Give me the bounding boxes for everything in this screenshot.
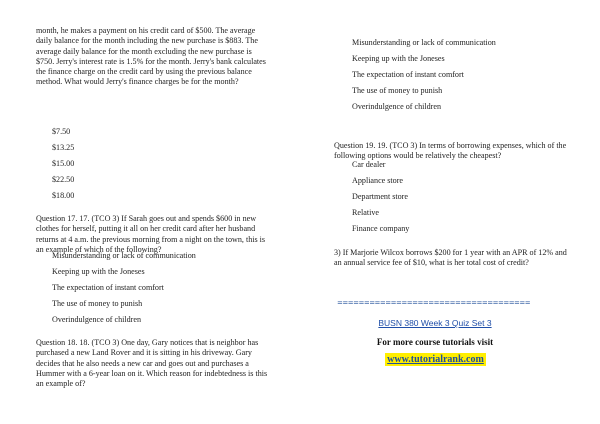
q19-option-4: Relative [352, 208, 379, 217]
q18-option-1: Misunderstanding or lack of communication [352, 38, 496, 47]
q16-option-3: $15.00 [52, 159, 75, 168]
q17-option-5: Overindulgence of children [52, 315, 141, 324]
q18-option-3: The expectation of instant comfort [352, 70, 464, 79]
question-19-text: Question 19. 19. (TCO 3) In terms of borrowing expenses, which of the following options would be relatively the cheapest? [334, 141, 567, 161]
q16-option-4: $22.50 [52, 175, 75, 184]
q16-option-2: $13.25 [52, 143, 75, 152]
separator-line: ==================================== [337, 299, 531, 307]
q16-option-1: $7.50 [52, 127, 71, 136]
q19-option-5: Finance company [352, 224, 410, 233]
q19-option-2: Appliance store [352, 176, 404, 185]
q16-option-5: $18.00 [52, 191, 75, 200]
question-18-text: Question 18. 18. (TCO 3) One day, Gary notices that is neighbor has purchased a new Land Rover and it is sitting in his driveway. Gary decides that he also needs a new car and goes out and purchases a Hummer with a 6-year loan on it. Which reason for indebtedness is this an example of? [36, 338, 268, 388]
question-20-text: 3) If Marjorie Wilcox borrows $200 for 1 year with an APR of 12% and an annual service fee of $10, what is her total cost of credit? [334, 248, 567, 268]
q18-option-4: The use of money to punish [352, 86, 443, 95]
q17-option-3: The expectation of instant comfort [52, 283, 164, 292]
q17-option-2: Keeping up with the Joneses [52, 267, 145, 276]
q19-option-3: Department store [352, 192, 408, 201]
q18-option-2: Keeping up with the Joneses [352, 54, 445, 63]
q18-option-5: Overindulgence of children [352, 102, 441, 111]
q17-option-1: Misunderstanding or lack of communication [52, 251, 196, 260]
website-link[interactable]: www.tutorialrank.com [385, 353, 486, 366]
promo-heading: For more course tutorials visit [376, 337, 494, 347]
question-17-text: Question 17. 17. (TCO 3) If Sarah goes out and spends $600 in new clothes for herself, putting it all on her credit card after her husband returns at 4 a.m. the previous morning from a night on the town, this is an example of which of the following? [36, 214, 266, 254]
q17-option-4: The use of money to punish [52, 299, 143, 308]
question-16-text: month, he makes a payment on his credit card of $500. The average daily balance for the month including the new purchase is $883. The average daily balance for the month excluding the new purchase is $750. Jerry's interest rate is 1.5% for the month. Jerry's bank calculates the finance charge on the credit card by using the previous balance method. What would Jerry's finance charges be for the month? [36, 26, 266, 87]
q19-option-1: Car dealer [352, 160, 386, 169]
quiz-link[interactable]: BUSN 380 Week 3 Quiz Set 3 [378, 318, 492, 328]
